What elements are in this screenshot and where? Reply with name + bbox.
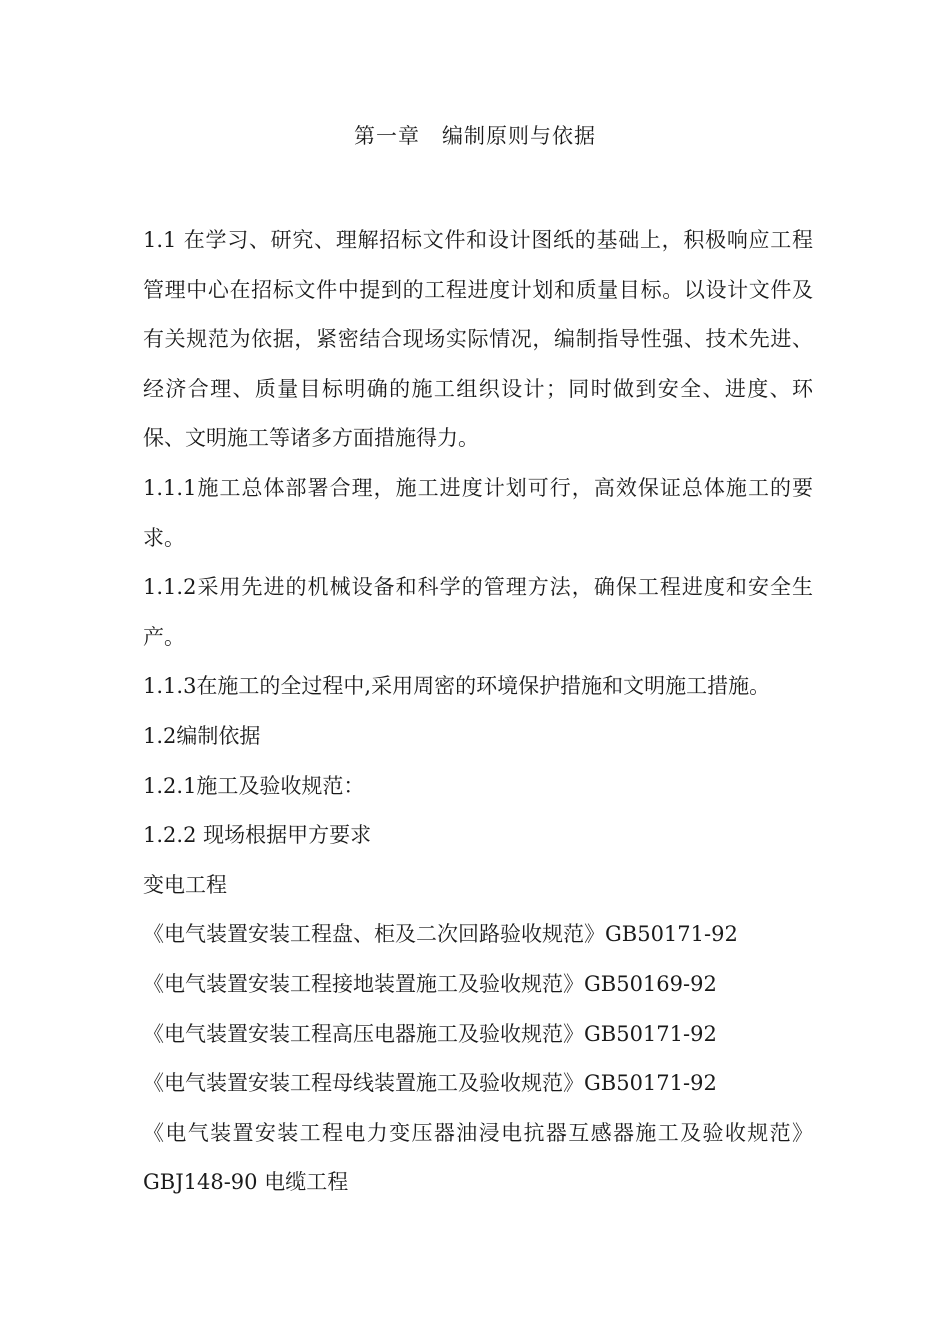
paragraph-1-1-1: 1.1.1施工总体部署合理，施工进度计划可行，高效保证总体施工的要求。: [143, 475, 813, 550]
chapter-title: 第一章 编制原则与依据: [354, 124, 596, 148]
paragraph-1-1-2: 1.1.2采用先进的机械设备和科学的管理方法，确保工程进度和安全生产。: [143, 575, 813, 649]
paragraph-1-2-1: 1.2.1施工及验收规范：: [143, 773, 365, 798]
heading-1-2: 1.2编制依据: [143, 723, 261, 748]
standard-item: 《电气装置安装工程电力变压器油浸电抗器互感器施工及验收规范》GBJ148-90 电缆工程: [143, 1120, 813, 1195]
paragraph-1-1-3: 1.1.3在施工的全过程中,采用周密的环境保护措施和文明施工措施。: [143, 674, 771, 699]
standard-item: 《电气装置安装工程高压电器施工及验收规范》GB50171-92: [143, 1021, 717, 1046]
section-substation: 变电工程: [143, 872, 227, 897]
standard-item: 《电气装置安装工程盘、柜及二次回路验收规范》GB50171-92: [143, 922, 738, 947]
standard-item: 《电气装置安装工程母线装置施工及验收规范》GB50171-92: [143, 1071, 717, 1096]
document-body: [143, 216, 813, 1208]
paragraph-1-2-2: 1.2.2 现场根据甲方要求: [143, 823, 372, 848]
paragraph-1-1: 1.1 在学习、研究、理解招标文件和设计图纸的基础上，积极响应工程管理中心在招标文件中提到的工程进度计划和质量目标。以设计文件及有关规范为依据，紧密结合现场实际情况，编制指导性强、技术先进、经济合理、质量目标明确的施工组织设计；同时做到安全、进度、环保、文明施工等诸多方面措施得力。: [143, 228, 813, 451]
standard-item: 《电气装置安装工程接地装置施工及验收规范》GB50169-92: [143, 971, 717, 996]
